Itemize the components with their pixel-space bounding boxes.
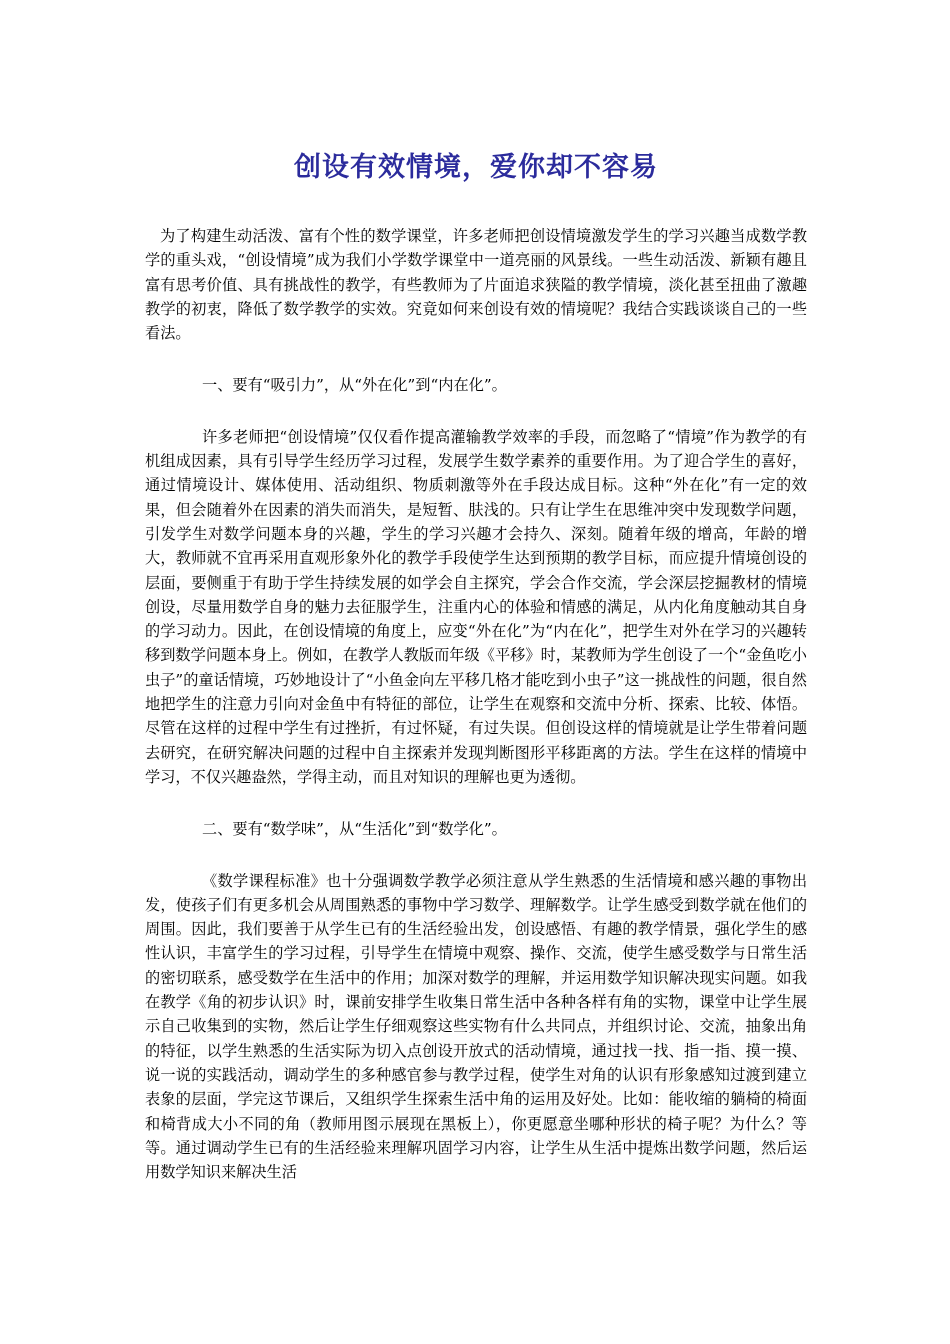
spacer (145, 842, 807, 869)
spacer (145, 789, 807, 817)
section-2-paragraph: 《数学课程标准》也十分强调数学教学必须注意从学生熟悉的生活情境和感兴趣的事物出发，使孩子们有更多机会从周围熟悉的事物中学习数学、理解数学。让学生感受到数学就在他们的周围。因此，我们要善于从学生已有的生活经验出发，创设感悟、有趣的教学情景，强化学生的感性认识，丰富学生的学习过程，引导学生在情境中观察、操作、交流，使学生感受数学与日常生活的密切联系，感受数学在生活中的作用；加深对数学的理解，并运用数学知识解决现实问题。如我在教学《角的初步认识》时，课前安排学生收集日常生活中各种各样有角的实物，课堂中让学生展示自己收集到的实物，然后让学生仔细观察这些实物有什么共同点，并组织讨论、交流，抽象出角的特征，以学生熟悉的生活实际为切入点创设开放式的活动情境，通过找一找、指一指、摸一摸、说一说的实践活动，调动学生的多种感官参与教学过程，使学生对角的认识有形象感知过渡到建立表象的层面，学完这节课后，又组织学生探索生活中角的运用及好处。比如：能收缩的躺椅的椅面和椅背成大小不同的角（教师用图示展现在黑板上），你更愿意坐哪种形状的椅子呢？为什么？等等。通过调动学生已有的生活经验来理解巩固学习内容，让学生从生活中提炼出数学问题，然后运用数学知识来解决生活 (145, 871, 807, 1182)
section-1-paragraph: 许多老师把“创设情境”仅仅看作提高灌输教学效率的手段，而忽略了“情境”作为教学的有机组成因素，具有引导学生经历学习过程，发展学生数学素养的重要作用。为了迎合学生的喜好，通过情境设计、媒体使用、活动组织、物质刺激等外在手段达成目标。这种“外在化”有一定的效果，但会随着外在因素的消失而消失，是短暂、肤浅的。只有让学生在思维冲突中发现数学问题，引发学生对数学问题本身的兴趣，学生的学习兴趣才会持久、深刻。随着年级的增高，年龄的增大，教师就不宜再采用直观形象外化的教学手段使学生达到预期的教学目标，而应提升情境创设的层面，要侧重于有助于学生持续发展的如学会自主探究，学会合作交流，学会深层挖掘教材的情境创设，尽量用数学自身的魅力去征服学生，注重内心的体验和情感的满足，从内化角度触动其自身的学习动力。因此，在创设情境的角度上，应变“外在化”为“内在化”，把学生对外在学习的兴趣转移到数学问题本身上。例如，在教学人教版而年级《平移》时，某教师为学生创设了一个“金鱼吃小虫子”的童话情境，巧妙地设计了“小鱼金向左平移几格才能吃到小虫子”这一挑战性的问题，很自然地把学生的注意力引向对金鱼中有特征的部位，让学生在观察和交流中分析、探索、比较、体悟。尽管在这样的过程中学生有过挫折，有过怀疑，有过失误。但创设这样的情境就是让学生带着问题去研究，在研究解决问题的过程中自主探索并发现判断图形平移距离的方法。学生在这样的情境中学习，不仅兴趣盎然，学得主动，而且对知识的理解也更为透彻。 (145, 427, 807, 786)
document-page (145, 150, 807, 1184)
document-title: 创设有效情境，爱你却不容易 (294, 152, 658, 183)
intro-paragraph: 为了构建生动活泼、富有个性的数学课堂，许多老师把创设情境激发学生的学习兴趣当成数学教学的重头戏，“创设情境”成为我们小学数学课堂中一道亮丽的风景线。一些生动活泼、新颖有趣且富有思考价值、具有挑战性的教学，有些教师为了片面追求狭隘的教学情境，淡化甚至扭曲了激趣教学的初衷，降低了数学教学的实效。究竟如何来创设有效的情境呢？我结合实践谈谈自己的一些看法。 (145, 227, 807, 343)
section-2-heading: 二、要有“数学味”，从“生活化”到“数学化”。 (202, 820, 507, 839)
spacer (145, 398, 807, 425)
section-1-heading: 一、要有“吸引力”，从“外在化”到“内在化”。 (202, 376, 507, 395)
spacer (145, 345, 807, 373)
